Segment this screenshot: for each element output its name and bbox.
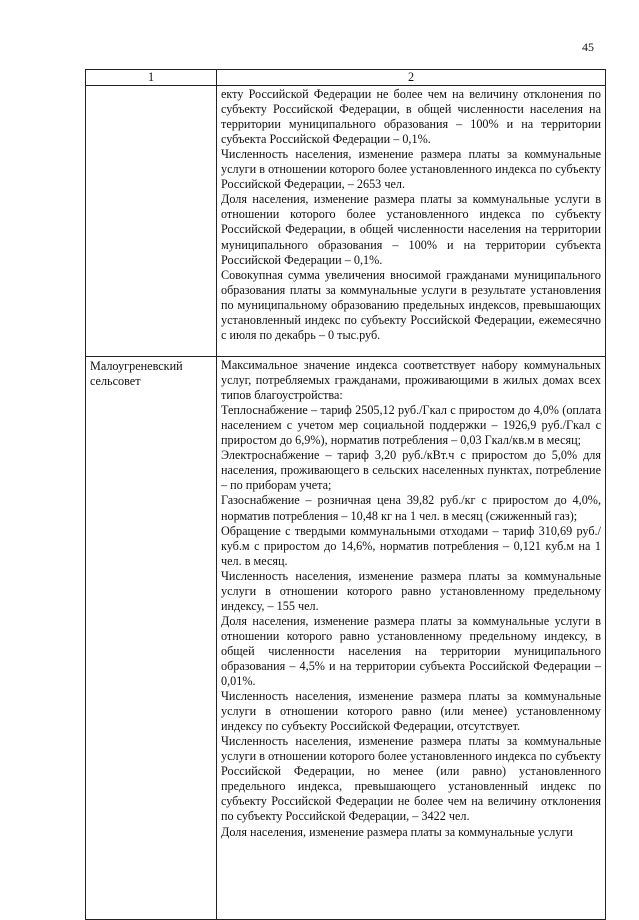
paragraph: Доля населения, изменение размера платы за коммунальные услуги в отношении которого более установленного индекса по субъекту Российской Федерации, в общей численности населения на территории муниципального образования – 100% и на территории субъекта Российской Федерации – 0,1%. xyxy=(221,192,601,267)
paragraph: Численность населения, изменение размера платы за коммунальные услуги в отношении которого более установленного индекса по субъекту Российской Федерации, – 2653 чел. xyxy=(221,147,601,192)
paragraph: Газоснабжение – розничная цена 39,82 руб./кг с приростом до 4,0%, норматив потребления – 10,48 кг на 1 чел. в месяц (сжиженный газ); xyxy=(221,493,601,523)
page-number: 45 xyxy=(582,40,594,54)
column-header-1: 1 xyxy=(86,70,217,86)
paragraph: Максимальное значение индекса соответствует набору коммунальных услуг, потребляемых гражданами, проживающими в жилых домах всех типов благоустройства: xyxy=(221,358,601,403)
table-row xyxy=(86,86,606,357)
table-row xyxy=(86,357,606,920)
description-cell xyxy=(217,357,606,920)
paragraph: екту Российской Федерации не более чем на величину отклонения по субъекту Российской Федерации, в общей численности населения на территории муниципального образования – 100% и на территории субъекта Российской Федерации – 0,1%. xyxy=(221,87,601,147)
column-header-2: 2 xyxy=(217,70,606,86)
municipality-name-cell: Малоугреневский сельсовет xyxy=(86,357,217,920)
paragraph: Теплоснабжение – тариф 2505,12 руб./Гкал с приростом до 4,0% (оплата населением с учетом мер социальной поддержки – 1926,9 руб./Гкал с приростом до 6,9%), норматив потребления – 0,03 Гкал/кв.м в месяц; xyxy=(221,403,601,448)
paragraph: Численность населения, изменение размера платы за коммунальные услуги в отношении которого более установленного индекса по субъекту Российской Федерации, но менее (или равно) установленного предельного индекса, превышающего установленный индекс по субъекту Российской Федерации не более чем на величину отклонения по субъекту Российской Федерации, – 3422 чел. xyxy=(221,734,601,824)
paragraph: Совокупная сумма увеличения вносимой гражданами муниципального образования платы за коммунальные услуги в результате установления по муниципальному образованию предельных индексов, превышающих установленный индекс по субъекту Российской Федерации, ежемесячно с июля по декабрь – 0 тыс.руб. xyxy=(221,267,601,342)
table-header-row xyxy=(86,70,606,86)
paragraph: Электроснабжение – тариф 3,20 руб./кВт.ч с приростом до 5,0% для населения, проживающего в сельских населенных пунктах, потребление – по приборам учета; xyxy=(221,448,601,493)
paragraph: Доля населения, изменение размера платы за коммунальные услуги xyxy=(221,824,573,839)
document-table xyxy=(85,69,606,920)
description-cell xyxy=(217,86,606,357)
paragraph: Численность населения, изменение размера платы за коммунальные услуги в отношении которого равно установленному предельному индексу, – 155 чел. xyxy=(221,568,601,613)
municipality-name-cell xyxy=(86,86,217,357)
paragraph: Доля населения, изменение размера платы за коммунальные услуги в отношении которого равно установленному предельному индексу, в общей численности населения на территории муниципального образования – 4,5% и на территории субъекта Российской Федерации – 0,01%. xyxy=(221,613,601,689)
paragraph: Численность населения, изменение размера платы за коммунальные услуги в отношении которого равно (или менее) установленному индексу по субъекту Российской Федерации, отсутствует. xyxy=(221,689,601,734)
paragraph: Обращение с твердыми коммунальными отходами – тариф 310,69 руб./куб.м с приростом до 14,6%, норматив потребления – 0,121 куб.м на 1 чел. в месяц. xyxy=(221,523,601,568)
